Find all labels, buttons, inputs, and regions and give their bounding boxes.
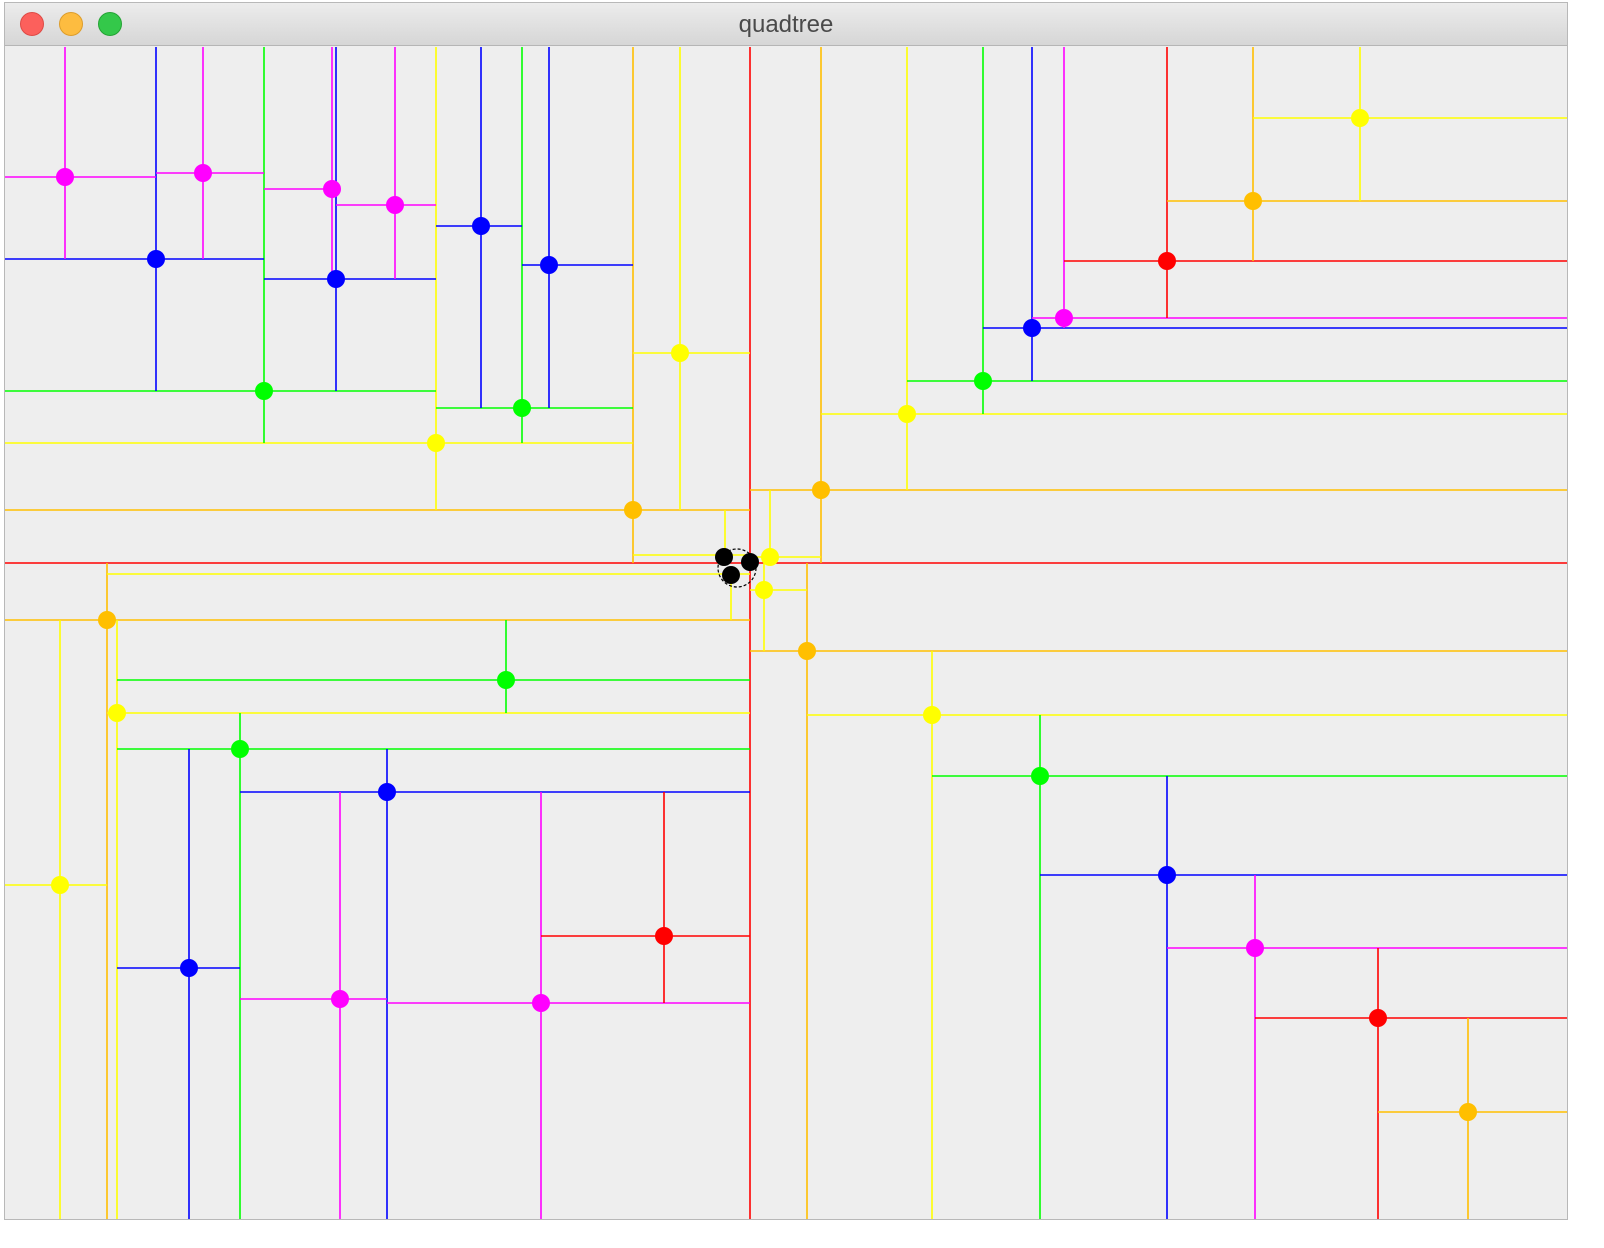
title-bar[interactable] [5,3,1567,46]
point-green[interactable] [231,740,249,758]
point-magenta[interactable] [331,990,349,1008]
point-black[interactable] [715,548,733,566]
point-green[interactable] [513,399,531,417]
point-yellow[interactable] [923,706,941,724]
point-orange[interactable] [812,481,830,499]
point-blue[interactable] [180,959,198,977]
point-blue[interactable] [540,256,558,274]
point-green[interactable] [974,372,992,390]
point-orange[interactable] [1244,192,1262,210]
point-black[interactable] [722,566,740,584]
point-yellow[interactable] [755,581,773,599]
point-red[interactable] [1369,1009,1387,1027]
point-black[interactable] [741,553,759,571]
point-yellow[interactable] [671,344,689,362]
point-orange[interactable] [1459,1103,1477,1121]
point-blue[interactable] [147,250,165,268]
point-magenta[interactable] [532,994,550,1012]
point-red[interactable] [655,927,673,945]
quadtree-svg[interactable] [5,45,1568,1220]
point-red[interactable] [1158,252,1176,270]
window-title: quadtree [738,11,834,38]
point-blue[interactable] [327,270,345,288]
point-green[interactable] [497,671,515,689]
point-green[interactable] [1031,767,1049,785]
point-yellow[interactable] [51,876,69,894]
point-yellow[interactable] [1351,109,1369,127]
point-blue[interactable] [378,783,396,801]
point-blue[interactable] [1023,319,1041,337]
point-magenta[interactable] [56,168,74,186]
point-yellow[interactable] [108,704,126,722]
quadtree-canvas[interactable] [5,45,1568,1220]
point-magenta[interactable] [194,164,212,182]
point-orange[interactable] [98,611,116,629]
point-orange[interactable] [624,501,642,519]
point-blue[interactable] [472,217,490,235]
point-yellow[interactable] [427,434,445,452]
point-magenta[interactable] [386,196,404,214]
point-yellow[interactable] [761,548,779,566]
point-yellow[interactable] [898,405,916,423]
point-orange[interactable] [798,642,816,660]
quadtree-window [4,2,1568,1220]
point-magenta[interactable] [1246,939,1264,957]
point-magenta[interactable] [323,180,341,198]
point-blue[interactable] [1158,866,1176,884]
point-magenta[interactable] [1055,309,1073,327]
point-green[interactable] [255,382,273,400]
